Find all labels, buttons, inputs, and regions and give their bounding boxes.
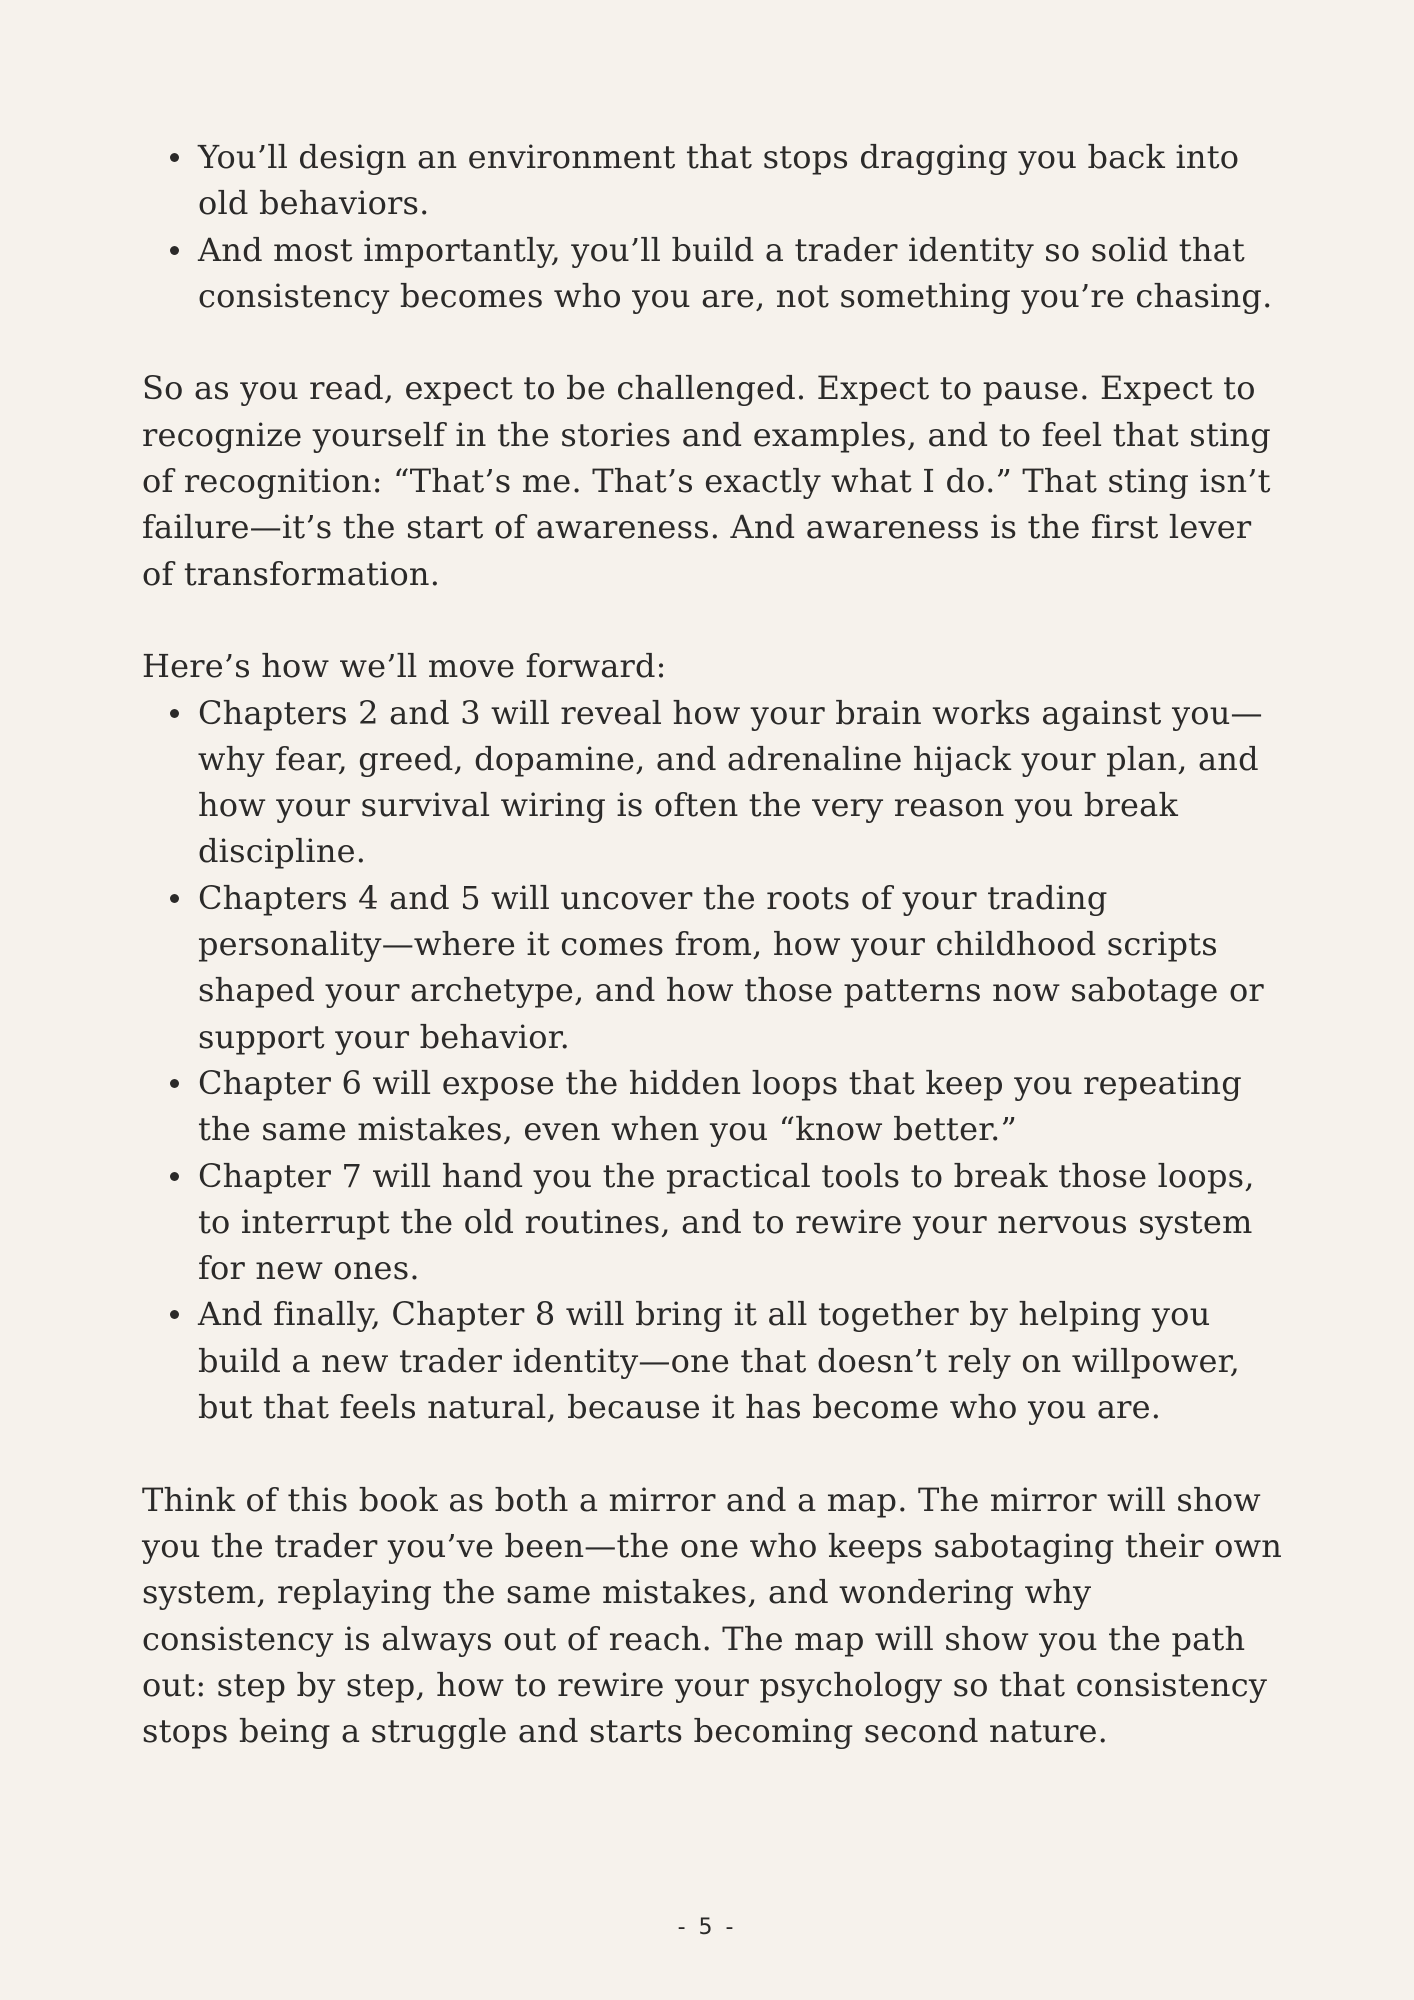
list-item: You’ll design an environment that stops dragging you back into old behaviors. — [198, 134, 1282, 227]
list-item: Chapter 7 will hand you the practical tools to break those loops, to interrupt the old routines, and to rewire your nervous system for new ones. — [198, 1153, 1282, 1292]
list-item: And most importantly, you’ll build a trader identity so solid that consistency becomes who you are, not something you’re chasing. — [198, 227, 1282, 320]
list-item: And finally, Chapter 8 will bring it all together by helping you build a new trader identity—one that doesn’t rely on willpower, but that feels natural, because it has become who you are. — [198, 1291, 1282, 1430]
list-item: Chapters 2 and 3 will reveal how your brain works against you—why fear, greed, dopamine, and adrenaline hijack your plan, and how your survival wiring is often the very reason you break discipline. — [198, 690, 1282, 875]
top-bullet-list — [142, 134, 1282, 319]
paragraph-forward-intro: Here’s how we’ll move forward: — [142, 647, 667, 686]
list-item: Chapters 4 and 5 will uncover the roots of your trading personality—where it comes from, how your childhood scripts shaped your archetype, and how those patterns now sabotage or support your behavior. — [198, 875, 1282, 1060]
paragraph-mirror-map: Think of this book as both a mirror and a map. The mirror will show you the trader you’ve been—the one who keeps sabotaging their own system, replaying the same mistakes, and wondering why consistency is always out of reach. The map will show you the path out: step by step, how to rewire your psychology so that consistency stops being a struggle and starts becoming second nature. — [142, 1480, 1282, 1751]
paragraph-spacer — [142, 597, 1282, 643]
page-body — [142, 134, 1282, 1754]
list-item: Chapter 6 will expose the hidden loops that keep you repeating the same mistakes, even when you “know better.” — [198, 1060, 1282, 1153]
paragraph-spacer — [142, 1430, 1282, 1476]
paragraph-expect: So as you read, expect to be challenged. Expect to pause. Expect to recognize yourself in the stories and examples, and to feel that sting of recognition: “That’s me. That’s exactly what I do.” That sting isn’t failure—it’s the start of awareness. And awareness is the first lever of transformation. — [142, 369, 1271, 593]
chapter-bullet-list — [142, 690, 1282, 1431]
paragraph-spacer — [142, 319, 1282, 365]
page-number: - 5 - — [677, 1915, 737, 1940]
